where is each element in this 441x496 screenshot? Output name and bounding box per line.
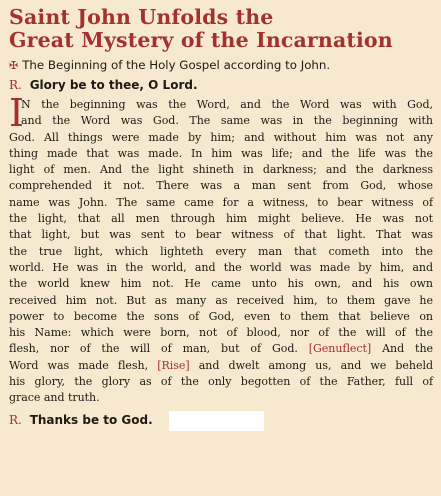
gospel-line: the light, that all men through him might believe. He was not xyxy=(9,212,433,226)
response-mark: R. xyxy=(9,78,22,92)
gospel-intro-text: The Beginning of the Holy Gospel according to John. xyxy=(22,58,331,72)
gospel-intro xyxy=(9,58,433,73)
genuflect-rubric: [Genuflect] xyxy=(308,342,372,356)
gospel-line: the world knew him not. He came unto his own, and his own xyxy=(9,277,433,291)
gospel-line-text: flesh, nor of the will of man, but of God. xyxy=(9,342,298,356)
gospel-line: the true light, which lighteth every man that cometh into the xyxy=(9,244,433,258)
gospel-line: world. He was in the world, and the world was made by him, and xyxy=(9,260,433,274)
response-text: Glory be to thee, O Lord. xyxy=(29,78,198,92)
response-glory xyxy=(9,78,433,93)
gospel-text xyxy=(9,91,433,407)
gospel-line: his glory, the glory as of the only begotten of the Father, full of xyxy=(9,375,433,389)
gospel-line: name was John. The same came for a witness, to bear witness of xyxy=(9,195,433,209)
gospel-line: God. All things were made by him; and without him was not any xyxy=(9,130,433,144)
response-mark: R. xyxy=(9,412,22,427)
gospel-line: light of men. And the light shineth in darkness; and the darkness xyxy=(9,163,433,177)
blank-box xyxy=(169,411,264,431)
response-thanks xyxy=(9,413,433,428)
drop-cap: I xyxy=(9,91,24,135)
gospel-line-text: Word was made flesh, xyxy=(9,358,149,372)
gospel-line xyxy=(9,341,433,357)
title-line-2: Great Mystery of the Incarnation xyxy=(9,28,393,52)
gospel-line xyxy=(9,358,433,374)
gospel-line: grace and truth. xyxy=(9,391,100,405)
cross-icon: ✠ xyxy=(9,59,19,72)
gospel-line: his Name: which were born, not of blood, nor of the will of the xyxy=(9,326,433,340)
page-title xyxy=(9,6,433,52)
gospel-line: N the beginning was the Word, and the Word was with God, xyxy=(21,98,433,111)
rise-rubric: [Rise] xyxy=(157,358,190,372)
response-text: Thanks be to God. xyxy=(29,412,153,427)
gospel-line: thing made that was made. In him was life; and the life was the xyxy=(9,146,433,160)
gospel-line: and the Word was God. The same was in the beginning with xyxy=(21,114,433,128)
gospel-line: comprehended it not. There was a man sent from God, whose xyxy=(9,179,433,193)
title-line-1: Saint John Unfolds the xyxy=(9,5,274,29)
gospel-line: received him not. But as many as received him, to them gave he xyxy=(9,293,433,307)
gospel-line-text: and dwelt among us, and we beheld xyxy=(198,358,433,372)
gospel-line: that light, but was sent to bear witness of that light. That was xyxy=(9,228,433,242)
gospel-line: power to become the sons of God, even to them that believe on xyxy=(9,309,433,323)
gospel-line-text: And the xyxy=(382,342,433,356)
